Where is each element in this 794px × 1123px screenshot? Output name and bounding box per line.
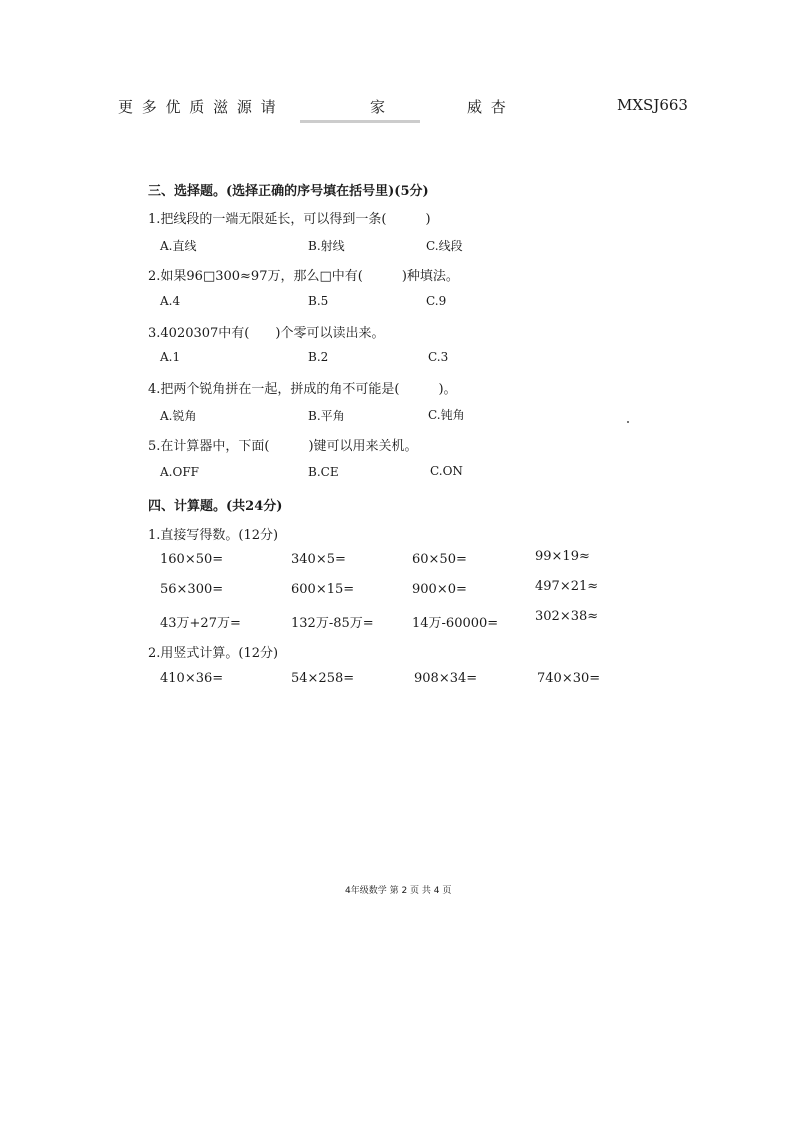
calc-item: 56×300= <box>160 582 224 597</box>
section4-part1-title: 1.直接写得数。(12分) <box>148 528 279 543</box>
question-2-option-a: A.4 <box>160 294 181 308</box>
question-2-option-c: C.9 <box>426 294 447 308</box>
calc-item: 132万-85万= <box>291 616 374 631</box>
header-code: MXSJ663 <box>617 96 688 114</box>
calc-item: 302×38≈ <box>535 609 599 624</box>
question-5-option-b: B.CE <box>308 465 339 479</box>
calc-item: 497×21≈ <box>535 579 599 594</box>
question-1: 1.把线段的一端无限延长，可以得到一条( ) <box>148 212 431 227</box>
header-ad-part-2: 家 <box>370 98 388 116</box>
section4-title: 四、计算题。(共24分) <box>148 499 283 514</box>
header-ad-part-1: 更 多 优 质 滋 源 请 <box>118 98 278 116</box>
vertical-calc-item: 908×34= <box>414 671 478 686</box>
section3-title: 三、选择题。(选择正确的序号填在括号里)(5分) <box>148 184 429 199</box>
question-4: 4.把两个锐角拼在一起，拼成的角不可能是( )。 <box>148 382 457 397</box>
question-1-option-c: C.线段 <box>426 239 463 253</box>
question-4-option-c: C.钝角 <box>428 408 465 422</box>
scan-speck <box>627 421 629 423</box>
vertical-calc-item: 740×30= <box>537 671 601 686</box>
calc-item: 43万+27万= <box>160 616 241 631</box>
calc-item: 60×50= <box>412 552 467 567</box>
calc-item: 600×15= <box>291 582 355 597</box>
question-2: 2.如果96□300≈97万，那么□中有( )种填法。 <box>148 269 459 284</box>
vertical-calc-item: 54×258= <box>291 671 355 686</box>
header-ad-part-3: 威 杏 <box>467 98 508 116</box>
question-5-option-a: A.OFF <box>160 465 199 479</box>
question-5-option-c: C.ON <box>430 464 463 478</box>
vertical-calc-item: 410×36= <box>160 671 224 686</box>
question-4-option-a: A.锐角 <box>160 409 197 423</box>
page-footer: 4年级数学 第 2 页 共 4 页 <box>345 886 452 896</box>
calc-item: 900×0= <box>412 582 467 597</box>
question-3: 3.4020307中有( )个零可以读出来。 <box>148 326 385 341</box>
question-3-option-c: C.3 <box>428 350 449 364</box>
question-2-option-b: B.5 <box>308 294 329 308</box>
question-3-option-a: A.1 <box>160 350 181 364</box>
question-1-option-a: A.直线 <box>160 239 197 253</box>
scan-smudge <box>300 120 420 123</box>
question-1-option-b: B.射线 <box>308 239 345 253</box>
question-4-option-b: B.平角 <box>308 409 345 423</box>
calc-item: 340×5= <box>291 552 346 567</box>
section4-part2-title: 2.用竖式计算。(12分) <box>148 646 279 661</box>
calc-item: 14万-60000= <box>412 616 499 631</box>
question-5: 5.在计算器中，下面( )键可以用来关机。 <box>148 439 418 454</box>
calc-item: 160×50= <box>160 552 224 567</box>
calc-item: 99×19≈ <box>535 549 590 564</box>
question-3-option-b: B.2 <box>308 350 329 364</box>
